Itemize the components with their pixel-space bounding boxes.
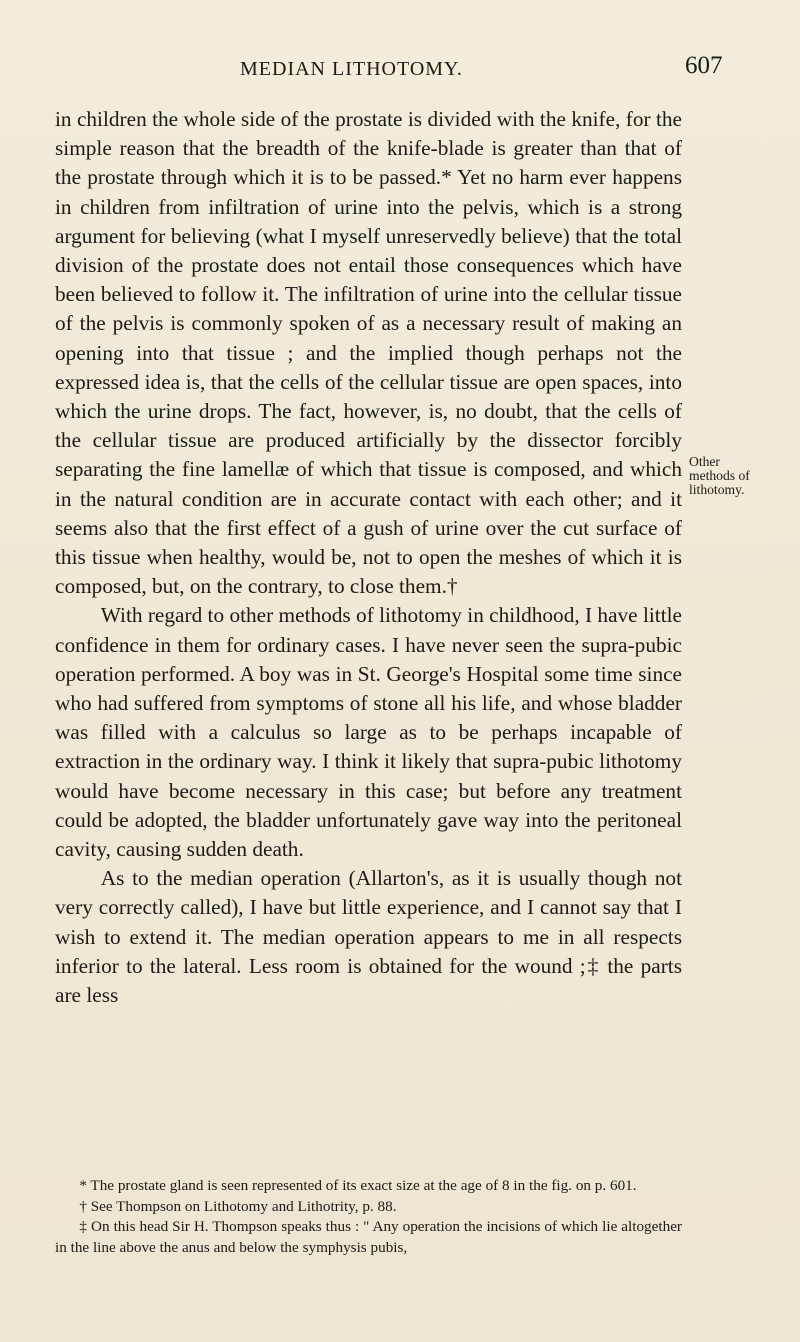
paragraph: in children the whole side of the prostate is divided with the knife, for the simple reason that the breadth of the knife-blade is greater than that of the prostate through which it is to be passed.* Yet no harm ever happens in children from infiltration of urine into the pelvis, which is a strong argument for believing (what I myself unreservedly believe) that the total division of the prostate does not entail those consequences which have been believed to follow it. The infiltration of urine into the cellular tissue of the pelvis is commonly spoken of as a necessary result of making an opening into that tissue ; and the implied though perhaps not the expressed idea is, that the cells of the cellular tissue are open spaces, into which the urine drops. The fact, however, is, no doubt, that the cells of the cellular tissue are produced artificially by the dissector forcibly separating the fine lamellæ of which that tissue is composed, and which in the natural condition are in accurate contact with each other; and it seems also that the first effect of a gush of urine over the cut surface of this tissue when healthy, would be, not to open the meshes of which it is composed, but, on the contrary, to close them.† — [55, 107, 682, 599]
margin-note: Other methods of lithotomy. — [689, 454, 750, 497]
paragraph: As to the median operation (Allarton's, as it is usually though not very correctly called), I have but little experience, and I cannot say that I wish to extend it. The median operation appears to me in all respects inferior to the lateral. Less room is obtained for the wound ;‡ the parts are less — [55, 866, 682, 1008]
footnotes — [55, 1176, 682, 1258]
body-text — [55, 105, 682, 1010]
footnote: † See Thompson on Lithotomy and Lithotrity, p. 88. — [79, 1197, 397, 1215]
footnote: ‡ On this head Sir H. Thompson speaks thus : " Any operation the incisions of which lie altogether in the line above the anus and below the symphysis pubis, — [55, 1218, 682, 1256]
running-title: MEDIAN LITHOTOMY. — [240, 58, 463, 80]
page-number: 607 — [685, 52, 723, 79]
paragraph: With regard to other methods of lithotomy in childhood, I have little confidence in them for ordinary cases. I have never seen the supra-pubic operation performed. A boy was in St. George's Hospital some time since who had suffered from symptoms of stone all his life, and whose bladder was filled with a calculus so large as to be perhaps incapable of extraction in the ordinary way. I think it likely that supra-pubic lithotomy would have become necessary in this case; but before any treatment could be adopted, the bladder unfortunately gave way into the peritoneal cavity, causing sudden death. — [55, 603, 682, 862]
footnote: * The prostate gland is seen represented of its exact size at the age of 8 in the fig. on p. 601. — [79, 1177, 637, 1194]
